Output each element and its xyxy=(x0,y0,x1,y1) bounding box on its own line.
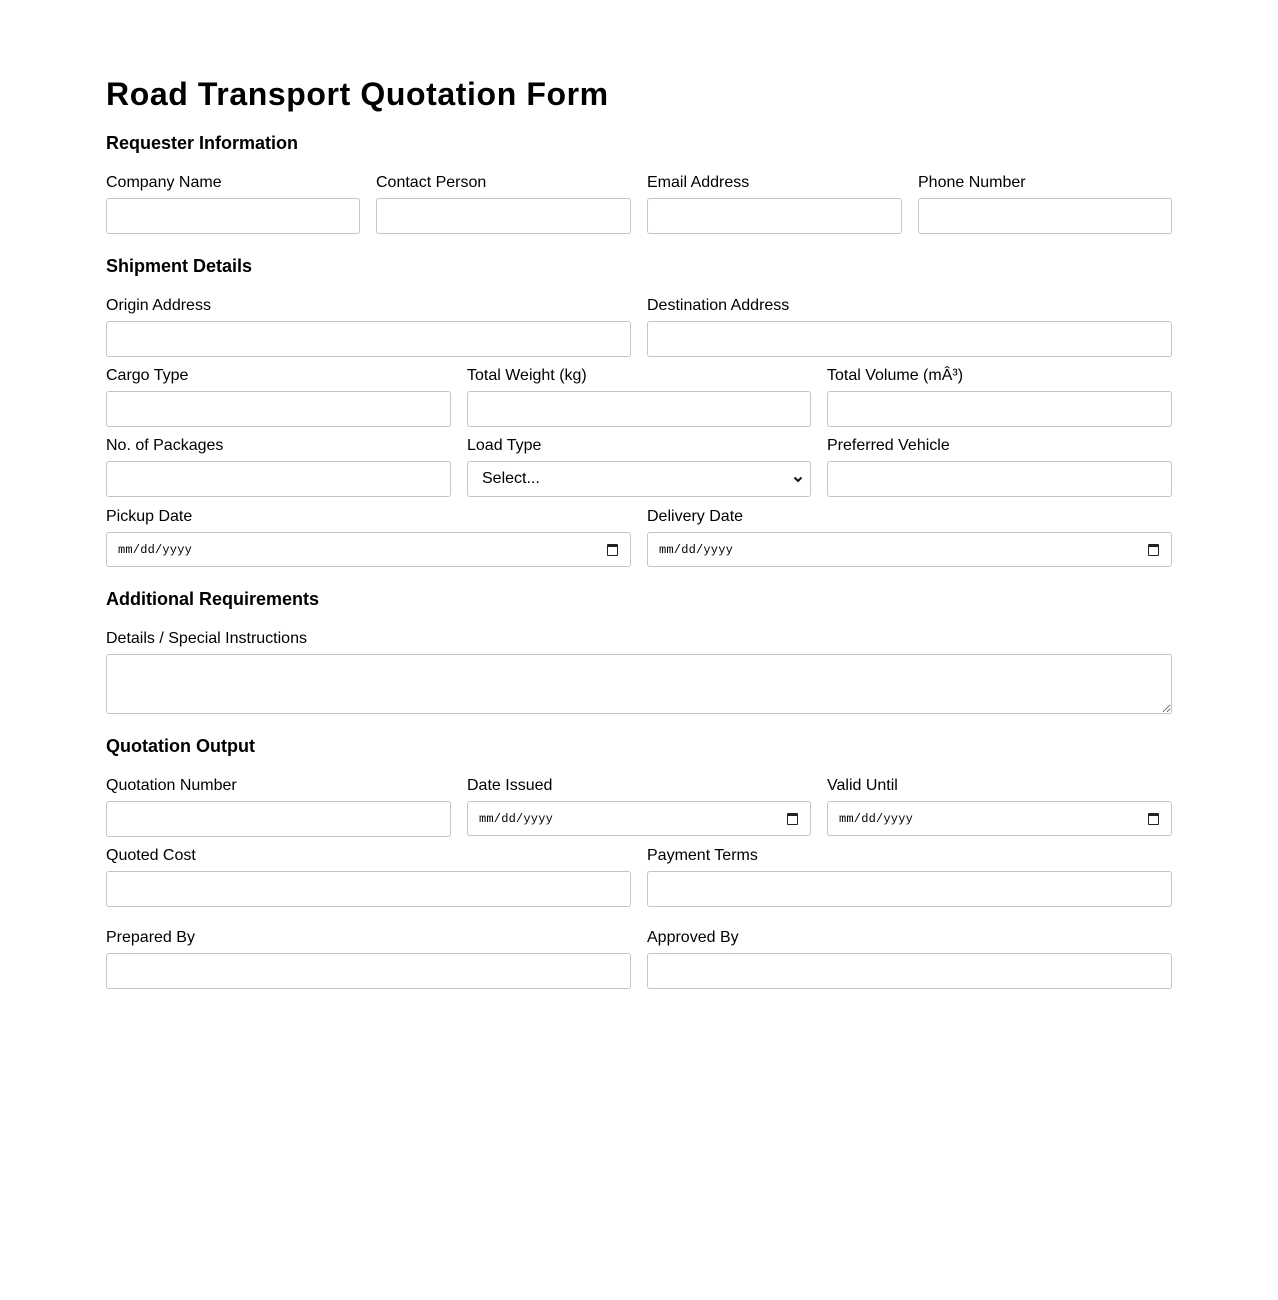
payment-terms-input[interactable] xyxy=(647,871,1172,907)
no-of-packages-label: No. of Packages xyxy=(106,437,224,454)
date-issued-field xyxy=(467,776,811,836)
approved-by-label: Approved By xyxy=(647,929,739,946)
company-name-field xyxy=(106,173,360,234)
preferred-vehicle-input[interactable] xyxy=(827,461,1172,497)
load-type-selected-value: Select... xyxy=(482,470,540,487)
origin-address-input[interactable] xyxy=(106,321,631,357)
valid-until-placeholder: mm/dd/yyyy xyxy=(839,811,914,826)
total-volume-input[interactable] xyxy=(827,391,1172,427)
contact-person-label: Contact Person xyxy=(376,174,487,191)
cargo-type-field xyxy=(106,366,451,427)
details-textarea[interactable] xyxy=(106,654,1172,714)
origin-address-field xyxy=(106,296,631,357)
calendar-icon[interactable] xyxy=(787,813,798,825)
preferred-vehicle-label: Preferred Vehicle xyxy=(827,437,950,454)
total-volume-label: Total Volume (mÂ³) xyxy=(827,367,964,384)
pickup-date-input[interactable] xyxy=(106,532,631,567)
pickup-date-field xyxy=(106,507,631,567)
delivery-date-placeholder: mm/dd/yyyy xyxy=(659,542,734,557)
no-of-packages-field xyxy=(106,436,451,497)
delivery-date-field xyxy=(647,507,1172,567)
chevron-down-icon xyxy=(792,473,804,485)
date-issued-placeholder: mm/dd/yyyy xyxy=(479,811,554,826)
calendar-icon[interactable] xyxy=(1148,544,1159,556)
calendar-icon[interactable] xyxy=(607,544,618,556)
prepared-by-input[interactable] xyxy=(106,953,631,989)
valid-until-field xyxy=(827,776,1172,836)
origin-address-label: Origin Address xyxy=(106,297,211,314)
email-address-field xyxy=(647,173,902,234)
destination-address-input[interactable] xyxy=(647,321,1172,357)
preferred-vehicle-field xyxy=(827,436,1172,497)
total-volume-field xyxy=(827,366,1172,427)
cargo-type-input[interactable] xyxy=(106,391,451,427)
quoted-cost-label: Quoted Cost xyxy=(106,847,196,864)
phone-number-input[interactable] xyxy=(918,198,1172,234)
pickup-date-placeholder: mm/dd/yyyy xyxy=(118,542,193,557)
page-title: Road Transport Quotation Form xyxy=(106,76,609,112)
section-title-requester: Requester Information xyxy=(106,133,299,153)
load-type-label: Load Type xyxy=(467,437,542,454)
destination-address-field xyxy=(647,296,1172,357)
section-title-additional: Additional Requirements xyxy=(106,589,320,609)
payment-terms-field xyxy=(647,846,1172,907)
quoted-cost-input[interactable] xyxy=(106,871,631,907)
date-issued-label: Date Issued xyxy=(467,777,553,794)
destination-address-label: Destination Address xyxy=(647,297,790,314)
section-title-quotation: Quotation Output xyxy=(106,736,255,756)
email-address-input[interactable] xyxy=(647,198,902,234)
quotation-number-input[interactable] xyxy=(106,801,451,837)
valid-until-input[interactable] xyxy=(827,801,1172,836)
phone-number-label: Phone Number xyxy=(918,174,1026,191)
pickup-date-label: Pickup Date xyxy=(106,508,193,525)
date-issued-input[interactable] xyxy=(467,801,811,836)
total-weight-field xyxy=(467,366,811,427)
calendar-icon[interactable] xyxy=(1148,813,1159,825)
email-address-label: Email Address xyxy=(647,174,750,191)
no-of-packages-input[interactable] xyxy=(106,461,451,497)
prepared-by-label: Prepared By xyxy=(106,929,195,946)
approved-by-field xyxy=(647,928,1172,989)
quotation-number-field xyxy=(106,776,451,837)
delivery-date-label: Delivery Date xyxy=(647,508,744,525)
section-title-shipment: Shipment Details xyxy=(106,256,253,276)
approved-by-input[interactable] xyxy=(647,953,1172,989)
total-weight-label: Total Weight (kg) xyxy=(467,367,587,384)
contact-person-field xyxy=(376,173,631,234)
prepared-by-field xyxy=(106,928,631,989)
quoted-cost-field xyxy=(106,846,631,907)
cargo-type-label: Cargo Type xyxy=(106,367,189,384)
total-weight-input[interactable] xyxy=(467,391,811,427)
company-name-label: Company Name xyxy=(106,174,222,191)
contact-person-input[interactable] xyxy=(376,198,631,234)
company-name-input[interactable] xyxy=(106,198,360,234)
payment-terms-label: Payment Terms xyxy=(647,847,758,864)
phone-number-field xyxy=(918,173,1172,234)
details-field xyxy=(106,629,1172,714)
load-type-field xyxy=(467,436,811,497)
valid-until-label: Valid Until xyxy=(827,777,898,794)
details-label: Details / Special Instructions xyxy=(106,630,307,647)
quotation-number-label: Quotation Number xyxy=(106,777,237,794)
load-type-select[interactable] xyxy=(467,461,811,497)
delivery-date-input[interactable] xyxy=(647,532,1172,567)
